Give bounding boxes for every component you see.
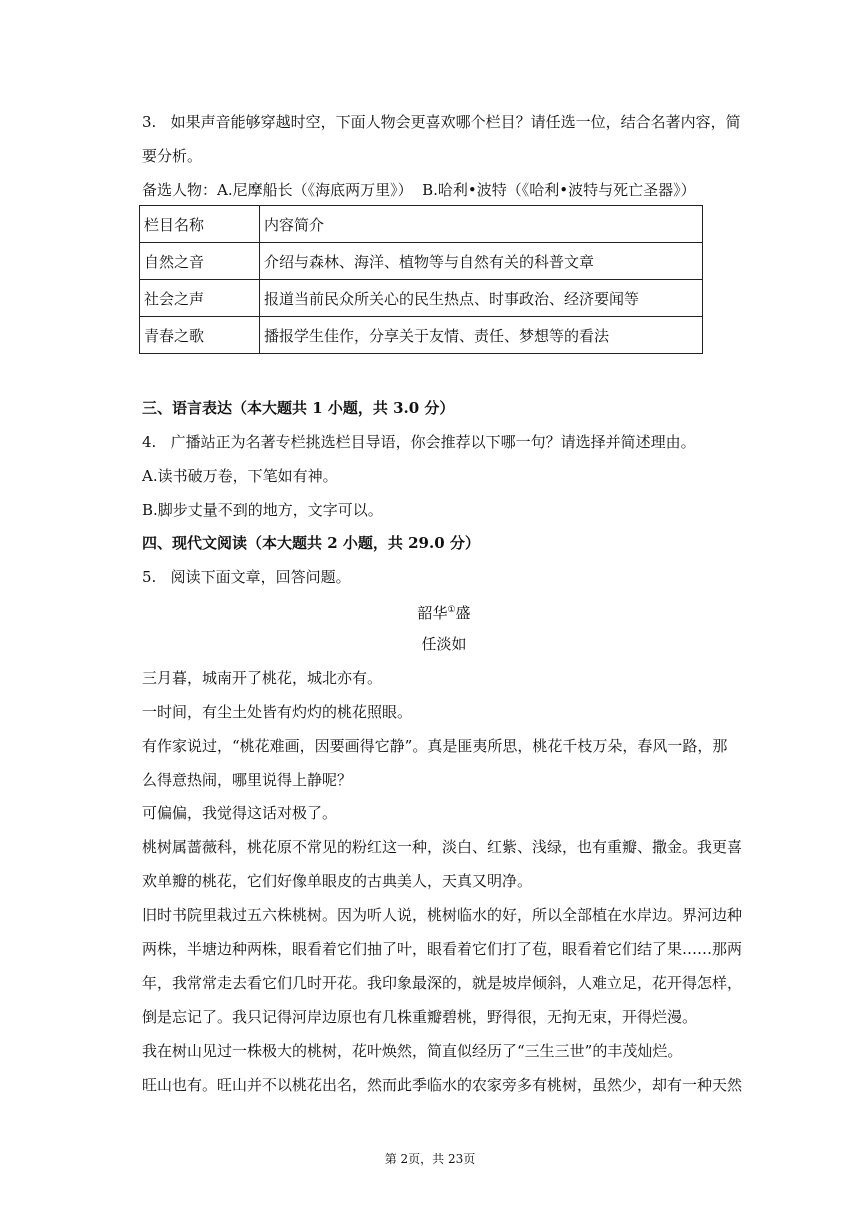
- paragraph-line: 欢单瓣的桃花，它们好像单眼皮的古典美人，天真又明净。: [142, 872, 533, 890]
- option-b: B.脚步丈量不到的地方，文字可以。: [142, 501, 383, 519]
- option-a: A.读书破万卷，下笔如有神。: [142, 467, 338, 485]
- table-cell: 栏目名称: [140, 206, 260, 243]
- footnote-marker: ①: [447, 605, 456, 615]
- article-author: 任淡如: [421, 635, 467, 653]
- paragraph-line: 可偏偏，我觉得这话对极了。: [142, 804, 338, 822]
- table-row: [140, 280, 703, 317]
- table-cell: 社会之声: [140, 280, 260, 317]
- table-cell: 介绍与森林、海洋、植物等与自然有关的科普文章: [260, 243, 703, 280]
- table-cell: 报道当前民众所关心的民生热点、时事政治、经济要闻等: [260, 280, 703, 317]
- section-4-heading: 四、现代文阅读（本大题共 2 小题，共 29.0 分）: [142, 534, 480, 552]
- column-table: [139, 205, 703, 354]
- paragraph-line: 年，我常常走去看它们几时开花。我印象最深的，就是坡岸倾斜，人难立足，花开得怎样，: [142, 974, 743, 992]
- article-title-b: 盛: [455, 604, 471, 622]
- table-cell: 播报学生佳作，分享关于友情、责任、梦想等的看法: [260, 317, 703, 354]
- paragraph-line: 倒是忘记了。我只记得河岸边原也有几株重瓣碧桃，野得很，无拘无束，开得烂漫。: [142, 1008, 698, 1026]
- question-3-line1: 3. 如果声音能够穿越时空，下面人物会更喜欢哪个栏目？请任选一位，结合名著内容，简: [142, 113, 741, 131]
- paragraph-line: 一时间，有尘土处皆有灼灼的桃花照眼。: [142, 703, 413, 721]
- question-3-line2: 要分析。: [142, 147, 203, 165]
- table-row: [140, 317, 703, 354]
- section-3-heading: 三、语言表达（本大题共 1 小题，共 3.0 分）: [142, 399, 455, 417]
- paragraph-line: 么得意热闹，哪里说得上静呢？: [142, 771, 353, 789]
- table-cell: 内容简介: [260, 206, 703, 243]
- paragraph-line: 两株，半塘边种两株，眼看着它们抽了叶，眼看着它们打了苞，眼看着它们结了果……那两: [142, 940, 743, 958]
- paragraph-line: 桃树属蔷薇科，桃花原不常见的粉红这一种，淡白、红紫、浅绿，也有重瓣、撒金。我更喜: [142, 838, 743, 856]
- table-cell: 青春之歌: [140, 317, 260, 354]
- paragraph-line: 三月暮，城南开了桃花，城北亦有。: [142, 669, 383, 687]
- paragraph-line: 旺山也有。旺山并不以桃花出名，然而此季临水的农家旁多有桃树，虽然少，却有一种天然: [142, 1076, 743, 1094]
- table-row: [140, 243, 703, 280]
- article-title-a: 韶华: [417, 604, 448, 622]
- question-4: 4. 广播站正为名著专栏挑选栏目导语，你会推荐以下哪一句？请选择并简述理由。: [142, 433, 696, 451]
- paragraph-line: 有作家说过，“桃花难画，因要画得它静”。真是匪夷所思，桃花千枝万朵，春风一路，那: [142, 737, 728, 755]
- paragraph-line: 旧时书院里栽过五六株桃树。因为听人说，桃树临水的好，所以全部植在水岸边。界河边种: [142, 906, 743, 924]
- table-cell: 自然之音: [140, 243, 260, 280]
- page-footer: 第 2页，共 23页: [384, 1152, 476, 1166]
- paragraph-line: 我在树山见过一株极大的桃树，花叶焕然，简直似经历了“三生三世”的丰茂灿烂。: [142, 1042, 683, 1060]
- article-title: [0, 600, 860, 623]
- candidates-line: 备选人物：A.尼摩船长（《海底两万里》） B.哈利•波特（《哈利•波特与死亡圣器》）: [142, 181, 696, 199]
- table-header-row: [140, 206, 703, 243]
- question-5: 5. 阅读下面文章，回答问题。: [142, 568, 351, 586]
